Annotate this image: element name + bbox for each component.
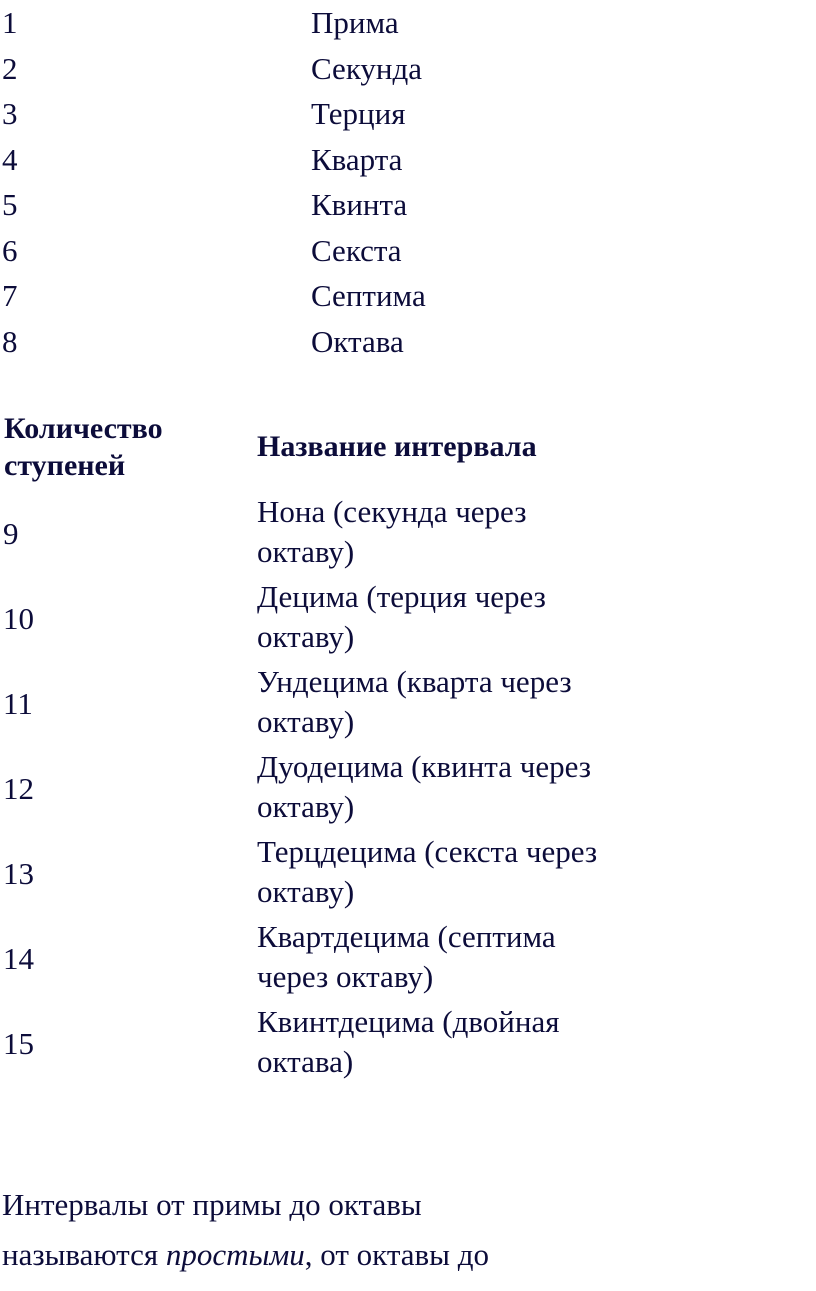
steps-cell: 2 — [2, 50, 18, 86]
interval-name-cell: Децима (терция через октаву) — [257, 579, 546, 654]
body-paragraph — [2, 1180, 802, 1280]
table-row — [0, 831, 816, 916]
table-row — [0, 661, 816, 746]
table-row — [0, 46, 816, 92]
interval-name-cell: Секста — [311, 232, 402, 268]
steps-cell: 12 — [3, 771, 34, 806]
table-row — [0, 91, 816, 137]
interval-name-cell: Прима — [311, 5, 399, 40]
simple-intervals-table — [0, 0, 816, 364]
steps-cell: 6 — [2, 232, 18, 268]
paragraph-line-1: Интервалы от примы до октавы — [2, 1187, 422, 1222]
table-row — [0, 1001, 816, 1086]
table-header — [0, 406, 816, 491]
steps-cell: 9 — [3, 516, 19, 551]
paragraph-text: , от октавы до — [304, 1237, 490, 1272]
steps-cell: 8 — [2, 323, 18, 359]
steps-cell: 3 — [2, 96, 18, 131]
interval-name-cell: Терцдецима (секста через октаву) — [257, 834, 598, 909]
emphasis-term: простыми — [165, 1237, 305, 1272]
interval-name-cell: Квинтдецима (двойная октава) — [257, 1004, 560, 1079]
table-row — [0, 273, 816, 319]
table-row — [0, 746, 816, 831]
interval-name-cell: Квартдецима (септима через октаву) — [257, 919, 556, 994]
interval-name-cell: Терция — [311, 96, 406, 131]
interval-name-cell: Секунда — [311, 50, 423, 86]
table-row — [0, 916, 816, 1001]
table-row — [0, 0, 816, 46]
steps-cell: 7 — [2, 278, 18, 313]
table-row — [0, 319, 816, 365]
interval-name-cell: Септима — [311, 278, 426, 313]
table-row — [0, 137, 816, 183]
steps-cell: 11 — [3, 686, 33, 721]
interval-name-cell: Кварта — [311, 141, 403, 177]
table-row — [0, 491, 816, 576]
steps-column-header: Количество ступеней — [4, 412, 163, 482]
paragraph-text: называются — [2, 1237, 166, 1272]
table-row — [0, 228, 816, 274]
name-column-header: Название интервала — [257, 430, 537, 463]
paragraph-line-2 — [2, 1230, 802, 1280]
interval-name-cell: Дуодецима (квинта через октаву) — [257, 749, 591, 824]
steps-cell: 4 — [2, 141, 18, 177]
table-row — [0, 576, 816, 661]
steps-cell: 14 — [3, 941, 34, 976]
interval-name-cell: Ундецима (кварта через октаву) — [257, 664, 572, 739]
steps-cell: 5 — [2, 187, 18, 222]
steps-cell: 10 — [3, 601, 34, 636]
compound-intervals-table — [0, 406, 816, 1086]
interval-name-cell: Квинта — [311, 187, 408, 222]
table-row — [0, 182, 816, 228]
steps-cell: 1 — [2, 5, 18, 40]
interval-name-cell: Нона (секунда через октаву) — [257, 494, 527, 569]
steps-cell: 15 — [3, 1026, 34, 1061]
interval-name-cell: Октава — [311, 323, 404, 359]
steps-cell: 13 — [3, 856, 34, 891]
